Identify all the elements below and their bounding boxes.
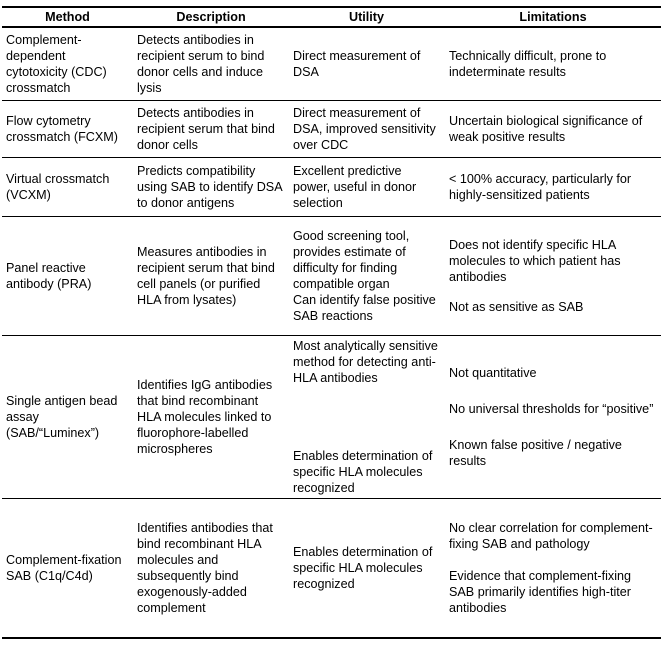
limitation-text: Not quantitative bbox=[449, 366, 537, 380]
limitations-cell bbox=[444, 101, 661, 157]
utility-cell bbox=[289, 28, 444, 100]
table-row-complement-sab bbox=[2, 499, 661, 637]
header-method: Method bbox=[45, 10, 90, 24]
limitations-cell bbox=[444, 158, 661, 216]
utility-text: Enables determination of specific HLA molecules recognized bbox=[293, 545, 433, 591]
header-utility: Utility bbox=[349, 10, 384, 24]
description-cell: Identifies antibodies that bind recombinant HLA molecules and subsequently bind exogenously-added complement bbox=[137, 521, 273, 615]
description-cell: Detects antibodies in recipient serum that bind donor cells bbox=[137, 106, 275, 152]
limitations-cell bbox=[444, 217, 661, 335]
description-cell: Measures antibodies in recipient serum that bind cell panels (or purified HLA from lysates) bbox=[137, 245, 275, 307]
utility-text: Direct measurement of DSA bbox=[293, 49, 421, 79]
utility-cell bbox=[289, 336, 444, 498]
limitations-cell bbox=[444, 499, 661, 637]
limitation-text: No clear correlation for complement-fixing SAB and pathology bbox=[449, 521, 653, 551]
description-cell: Predicts compatibility using SAB to identify DSA to donor antigens bbox=[137, 164, 282, 210]
utility-text: Enables determination of specific HLA molecules recognized bbox=[293, 449, 433, 495]
table-row-pra bbox=[2, 217, 661, 336]
table-row-cdc bbox=[2, 28, 661, 101]
utility-cell bbox=[289, 101, 444, 157]
table-row-vcxm bbox=[2, 158, 661, 217]
limitation-text: Uncertain biological significance of weak positive results bbox=[449, 114, 643, 144]
limitation-text: Evidence that complement-fixing SAB primarily identifies high-titer antibodies bbox=[449, 569, 632, 615]
table-row-sab bbox=[2, 336, 661, 499]
description-cell: Detects antibodies in recipient serum to bind donor cells and induce lysis bbox=[137, 33, 265, 95]
utility-text: Excellent predictive power, useful in donor selection bbox=[293, 164, 417, 210]
header-description: Description bbox=[176, 10, 246, 24]
limitation-text: < 100% accuracy, particularly for highly-sensitized patients bbox=[449, 172, 632, 202]
limitations-cell bbox=[444, 28, 661, 100]
method-cell: Complement-dependent cytotoxicity (CDC) crossmatch bbox=[6, 33, 107, 95]
utility-cell bbox=[289, 217, 444, 335]
utility-text: Direct measurement of DSA, improved sensitivity over CDC bbox=[293, 106, 436, 152]
table-header-row bbox=[2, 8, 661, 28]
description-cell: Identifies IgG antibodies that bind recombinant HLA molecules linked to fluorophore-labelled microspheres bbox=[137, 378, 273, 456]
header-limitations: Limitations bbox=[519, 10, 587, 24]
limitation-text: Technically difficult, prone to indeterminate results bbox=[449, 49, 607, 79]
method-cell: Virtual crossmatch (VCXM) bbox=[6, 172, 110, 202]
limitation-text: Not as sensitive as SAB bbox=[449, 300, 584, 314]
method-cell: Single antigen bead assay (SAB/“Luminex”) bbox=[6, 394, 118, 440]
method-cell: Complement-fixation SAB (C1q/C4d) bbox=[6, 553, 122, 583]
utility-text: Most analytically sensitive method for detecting anti-HLA antibodies bbox=[293, 339, 438, 385]
limitation-text: Known false positive / negative results bbox=[449, 438, 622, 468]
utility-text: Good screening tool, provides estimate of difficulty for finding compatible organ bbox=[293, 229, 410, 291]
comparison-table bbox=[2, 6, 661, 639]
table-row-fcxm bbox=[2, 101, 661, 158]
method-cell: Flow cytometry crossmatch (FCXM) bbox=[6, 114, 118, 144]
utility-text: Can identify false positive SAB reactions bbox=[293, 293, 436, 323]
limitations-cell bbox=[444, 336, 661, 498]
utility-cell bbox=[289, 499, 444, 637]
utility-cell bbox=[289, 158, 444, 216]
limitation-text: No universal thresholds for “positive” bbox=[449, 402, 654, 416]
limitation-text: Does not identify specific HLA molecules to which patient has antibodies bbox=[449, 238, 621, 284]
method-cell: Panel reactive antibody (PRA) bbox=[6, 261, 92, 291]
